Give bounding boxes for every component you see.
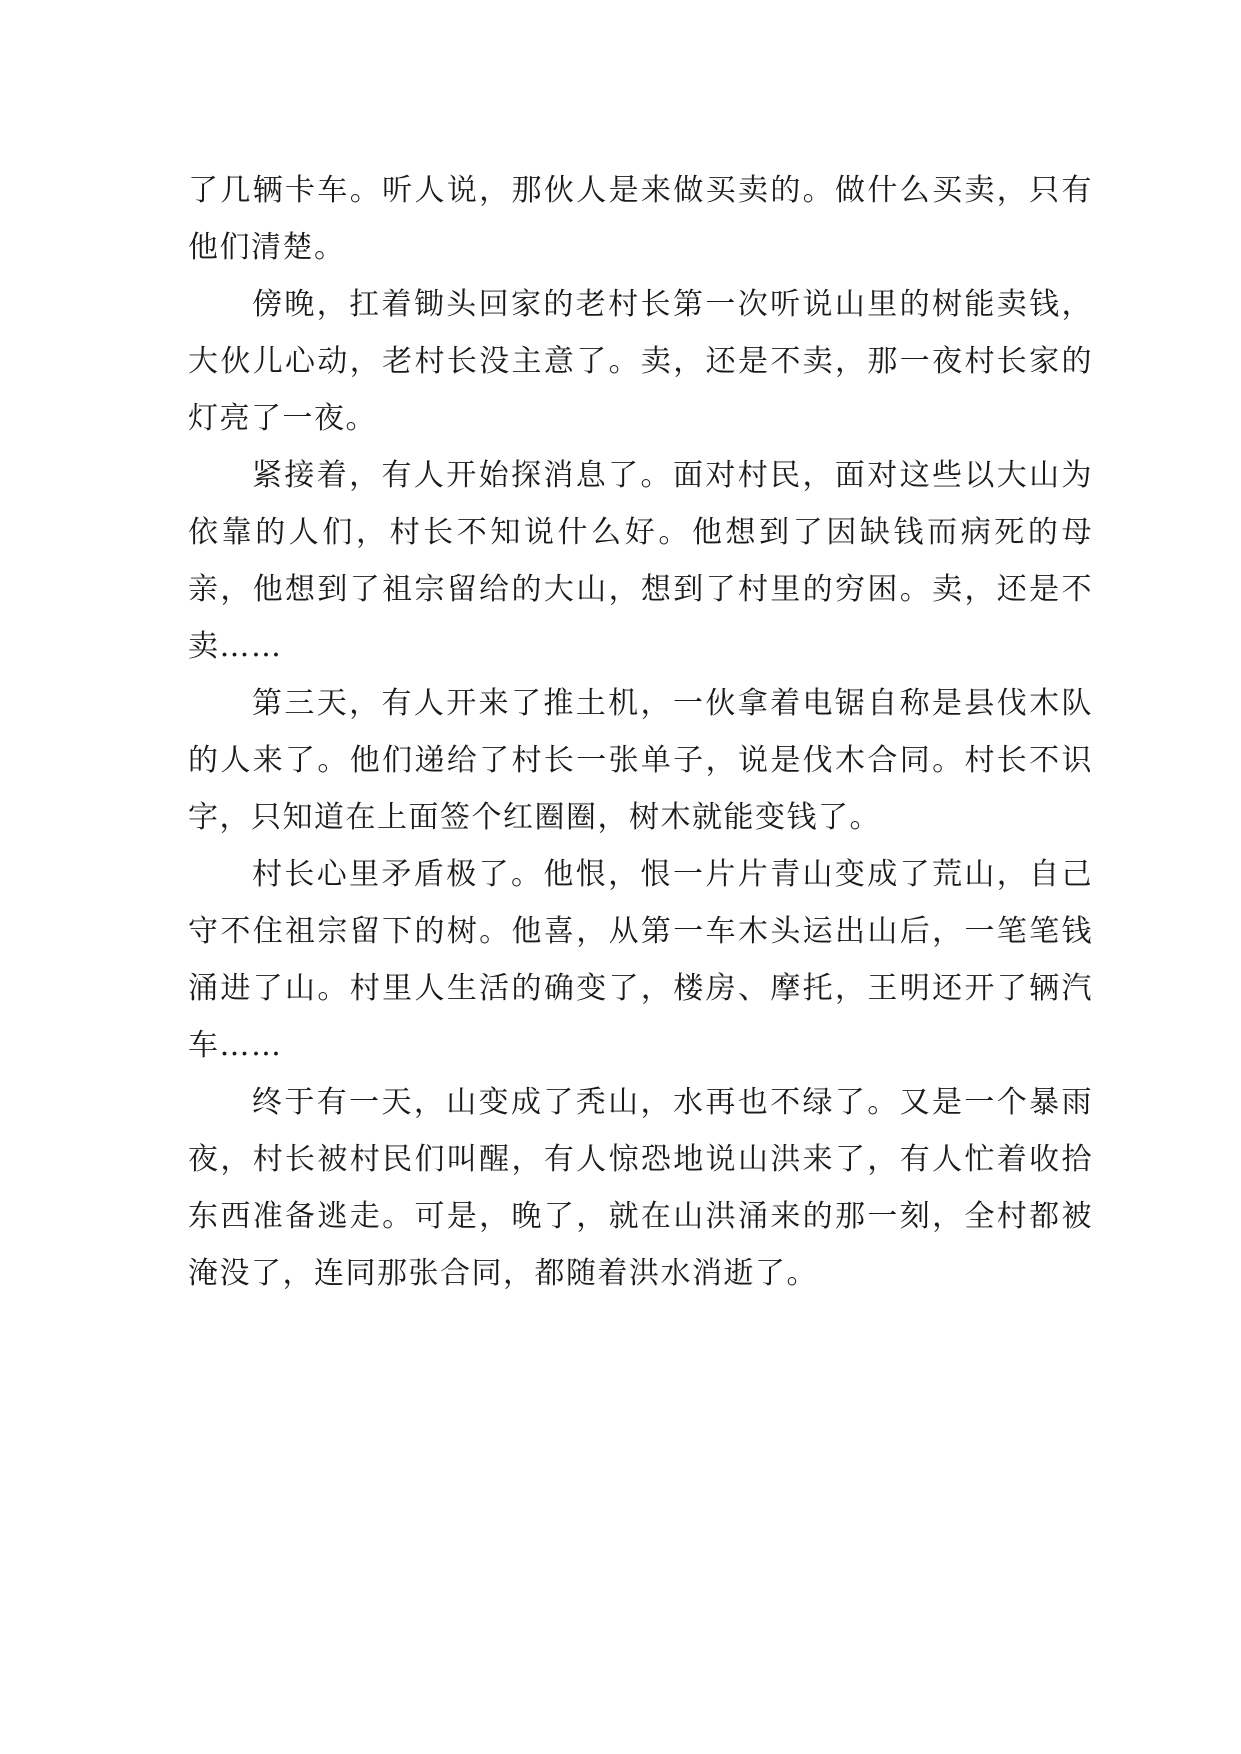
paragraph: 村长心里矛盾极了。他恨，恨一片片青山变成了荒山，自己守不住祖宗留下的树。他喜，从第一车木头运出山后，一笔笔钱涌进了山。村里人生活的确变了，楼房、摩托，王明还开了辆汽车……	[188, 857, 1093, 1063]
paragraph: 终于有一天，山变成了秃山，水再也不绿了。又是一个暴雨夜，村长被村民们叫醒，有人惊恐地说山洪来了，有人忙着收拾东西准备逃走。可是，晚了，就在山洪涌来的那一刻，全村都被淹没了，连同那张合同，都随着洪水消逝了。	[188, 1085, 1093, 1291]
paragraph: 紧接着，有人开始探消息了。面对村民，面对这些以大山为依靠的人们，村长不知说什么好。他想到了因缺钱而病死的母亲，他想到了祖宗留给的大山，想到了村里的穷困。卖，还是不卖……	[188, 458, 1093, 664]
paragraph: 傍晚，扛着锄头回家的老村长第一次听说山里的树能卖钱，大伙儿心动，老村长没主意了。卖，还是不卖，那一夜村长家的灯亮了一夜。	[188, 287, 1093, 436]
paragraph-continuation: 了几辆卡车。听人说，那伙人是来做买卖的。做什么买卖，只有他们清楚。	[188, 173, 1093, 265]
story-text	[188, 162, 1093, 1302]
paragraph: 第三天，有人开来了推土机，一伙拿着电锯自称是县伐木队的人来了。他们递给了村长一张单子，说是伐木合同。村长不识字，只知道在上面签个红圈圈，树木就能变钱了。	[188, 686, 1093, 835]
